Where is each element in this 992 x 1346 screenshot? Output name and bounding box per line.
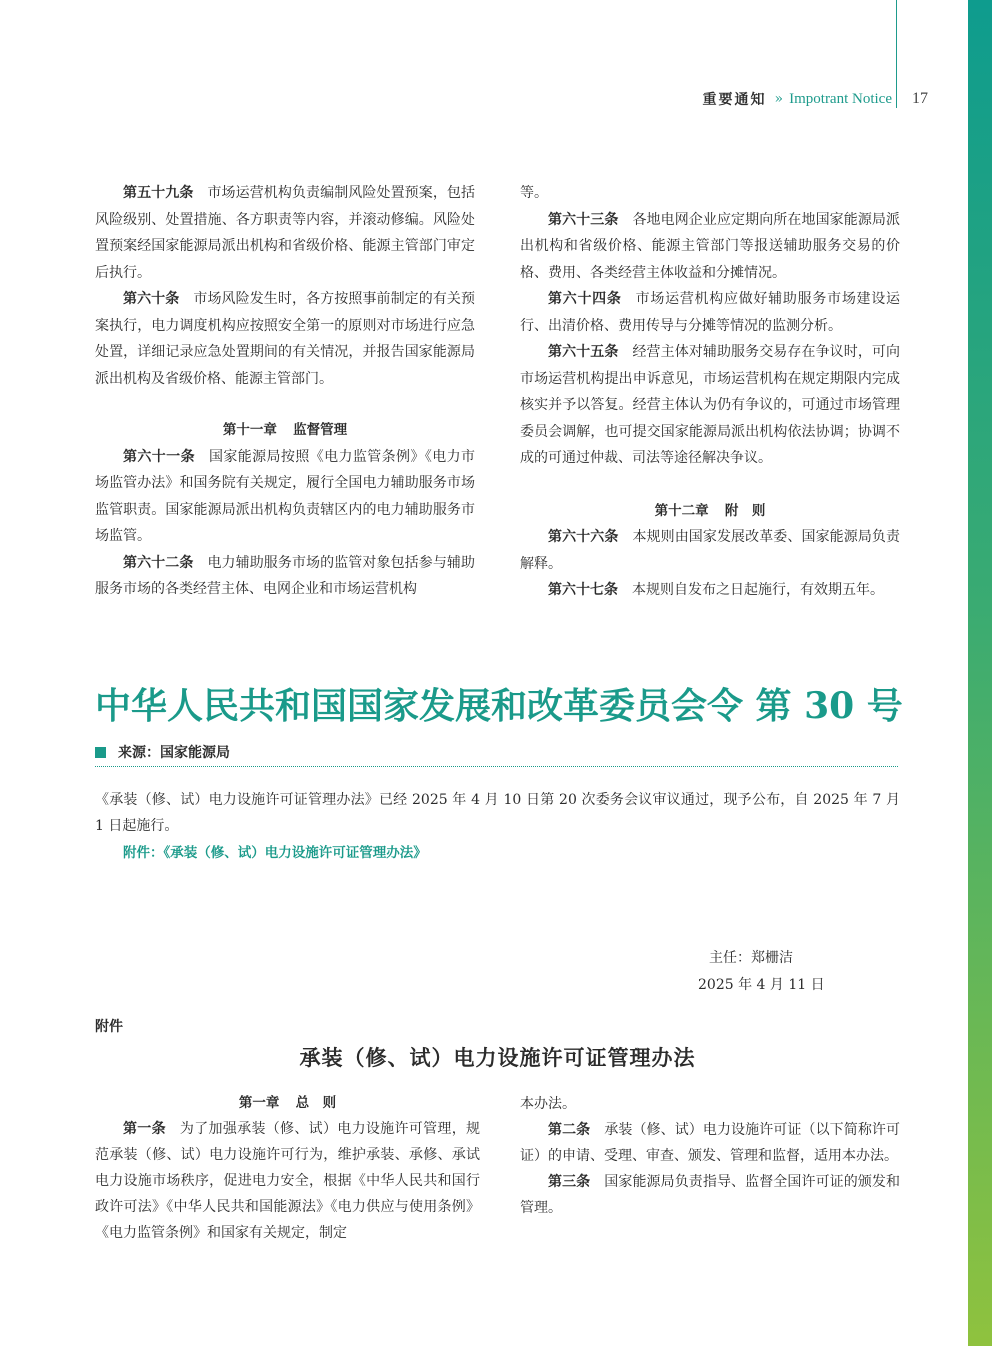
article-text: 国家能源局按照《电力监管条例》《电力市场监管办法》和国务院有关规定，履行全国电力辅助服务市场监管职责。国家能源局派出机构负责辖区内的电力辅助服务市场监管。 xyxy=(95,448,476,544)
previous-regulation-column-2 xyxy=(520,180,900,604)
side-gradient-bar xyxy=(968,0,992,1346)
page-number: 17 xyxy=(912,90,928,107)
article-number: 第六十四条 xyxy=(548,291,622,307)
article-number: 第六十条 xyxy=(123,291,180,307)
article-number: 第六十五条 xyxy=(548,344,619,360)
article-number: 第一条 xyxy=(123,1121,166,1137)
article-text: 市场运营机构应做好辅助服务市场建设运行、出清价格、费用传导与分摊等情况的监测分析。 xyxy=(520,291,901,334)
article-paragraph xyxy=(95,286,475,392)
chapter-heading xyxy=(95,1090,480,1116)
article-text: 电力辅助服务市场的监管对象包括参与辅助服务市场的各类经营主体、电网企业和市场运营机构 xyxy=(95,554,476,597)
chapter-name: 附 则 xyxy=(724,502,766,519)
article-text: 市场运营机构负责编制风险处置预案，包括风险级别、处置措施、各方职责等内容，并滚动修编。风险处置预案经国家能源局派出机构和省级价格、能源主管部门审定后执行。 xyxy=(95,185,476,281)
article-number: 第五十九条 xyxy=(123,185,194,201)
chapter-heading xyxy=(95,417,475,444)
article-text: 市场风险发生时，各方按照事前制定的有关预案执行，电力调度机构应按照安全第一的原则对市场进行应急处置，详细记录应急处置期间的有关情况，并报告国家能源局派出机构及省级价格、能源主管部门。 xyxy=(95,291,476,387)
article-number: 第六十七条 xyxy=(548,582,618,598)
article-paragraph xyxy=(520,1117,900,1169)
section-title-cn: 重要通知 xyxy=(702,92,767,108)
section-title-en: Impotrant Notice xyxy=(789,90,892,107)
attachment-link[interactable]: 附件：《承装（修、试）电力设施许可证管理办法》 xyxy=(123,845,427,861)
annex-column-1 xyxy=(95,1090,480,1246)
square-bullet-icon xyxy=(95,747,106,758)
previous-regulation-column-1 xyxy=(95,180,475,603)
article-paragraph xyxy=(520,524,900,577)
article-text: 本规则由国家发展改革委、国家能源局负责解释。 xyxy=(520,529,901,572)
source-line xyxy=(95,742,230,762)
article-paragraph xyxy=(520,339,900,472)
article-paragraph xyxy=(520,577,900,604)
article-text: 各地电网企业应定期向所在地国家能源局派出机构和省级价格、能源主管部门等报送辅助服务交易的价格、费用、各类经营主体收益和分摊情况。 xyxy=(520,211,901,281)
article-number: 第六十六条 xyxy=(548,529,619,545)
chapter-heading xyxy=(520,498,900,525)
article-number: 第三条 xyxy=(548,1174,591,1190)
article-number: 第六十一条 xyxy=(123,448,195,465)
article-paragraph xyxy=(520,286,900,339)
order-title: 中华人民共和国国家发展和改革委员会令 第 30 号 xyxy=(95,685,903,727)
article-paragraph xyxy=(95,180,475,286)
article-text: 经营主体对辅助服务交易存在争议时，可向市场运营机构提出申诉意见，市场运营机构在规定期限内完成核实并予以答复。经营主体认为仍有争议的，可通过市场管理委员会调解，也可提交国家能源局派出机构依法协调；协调不成的可通过仲裁、司法等途径解决争议。 xyxy=(520,344,901,466)
dotted-divider xyxy=(95,766,898,767)
chapter-number: 第十一章 xyxy=(222,422,277,438)
annex-title: 承装（修、试）电力设施许可证管理办法 xyxy=(299,1046,696,1070)
article-number: 第二条 xyxy=(548,1122,591,1138)
article-paragraph xyxy=(95,444,475,550)
continuation-text: 等。 xyxy=(520,185,548,201)
annex-column-2 xyxy=(520,1091,900,1221)
signature-date: 2025 年 4 月 11 日 xyxy=(698,977,825,993)
article-paragraph xyxy=(95,550,475,603)
article-number: 第六十二条 xyxy=(123,554,194,571)
running-header xyxy=(703,88,928,110)
article-number: 第六十三条 xyxy=(548,211,619,228)
chevron-icon: » xyxy=(774,91,784,107)
article-paragraph xyxy=(520,1169,900,1221)
article-paragraph xyxy=(95,1116,480,1246)
article-paragraph xyxy=(520,207,900,287)
chapter-number: 第一章 xyxy=(238,1095,280,1111)
chapter-name: 总 则 xyxy=(295,1095,337,1111)
source-text: 来源：国家能源局 xyxy=(118,745,230,761)
signature: 主任：郑栅洁 xyxy=(709,950,793,966)
order-intro: 《承装（修、试）电力设施许可证管理办法》已经 2025 年 4 月 10 日第 20 次委务会议审议通过，现予公布，自 2025 年 7 月 1 日起施行。 xyxy=(95,792,900,834)
annex-label: 附件 xyxy=(95,1019,123,1035)
article-text: 为了加强承装（修、试）电力设施许可管理，规范承装（修、试）电力设施许可行为，维护承装、承修、承试电力设施市场秩序，促进电力安全，根据《中华人民共和国行政许可法》《中华人民共和国能源法》《电力供应与使用条例》《电力监管条例》和国家有关规定，制定 xyxy=(95,1121,481,1241)
continuation-text: 本办法。 xyxy=(520,1096,576,1112)
article-text: 本规则自发布之日起施行，有效期五年。 xyxy=(632,582,884,598)
article-text: 国家能源局负责指导、监督全国许可证的颁发和管理。 xyxy=(520,1174,901,1216)
chapter-number: 第十二章 xyxy=(654,502,709,519)
article-text: 承装（修、试）电力设施许可证（以下简称许可证）的申请、受理、审查、颁发、管理和监督，适用本办法。 xyxy=(520,1122,901,1164)
chapter-name: 监督管理 xyxy=(293,422,348,438)
